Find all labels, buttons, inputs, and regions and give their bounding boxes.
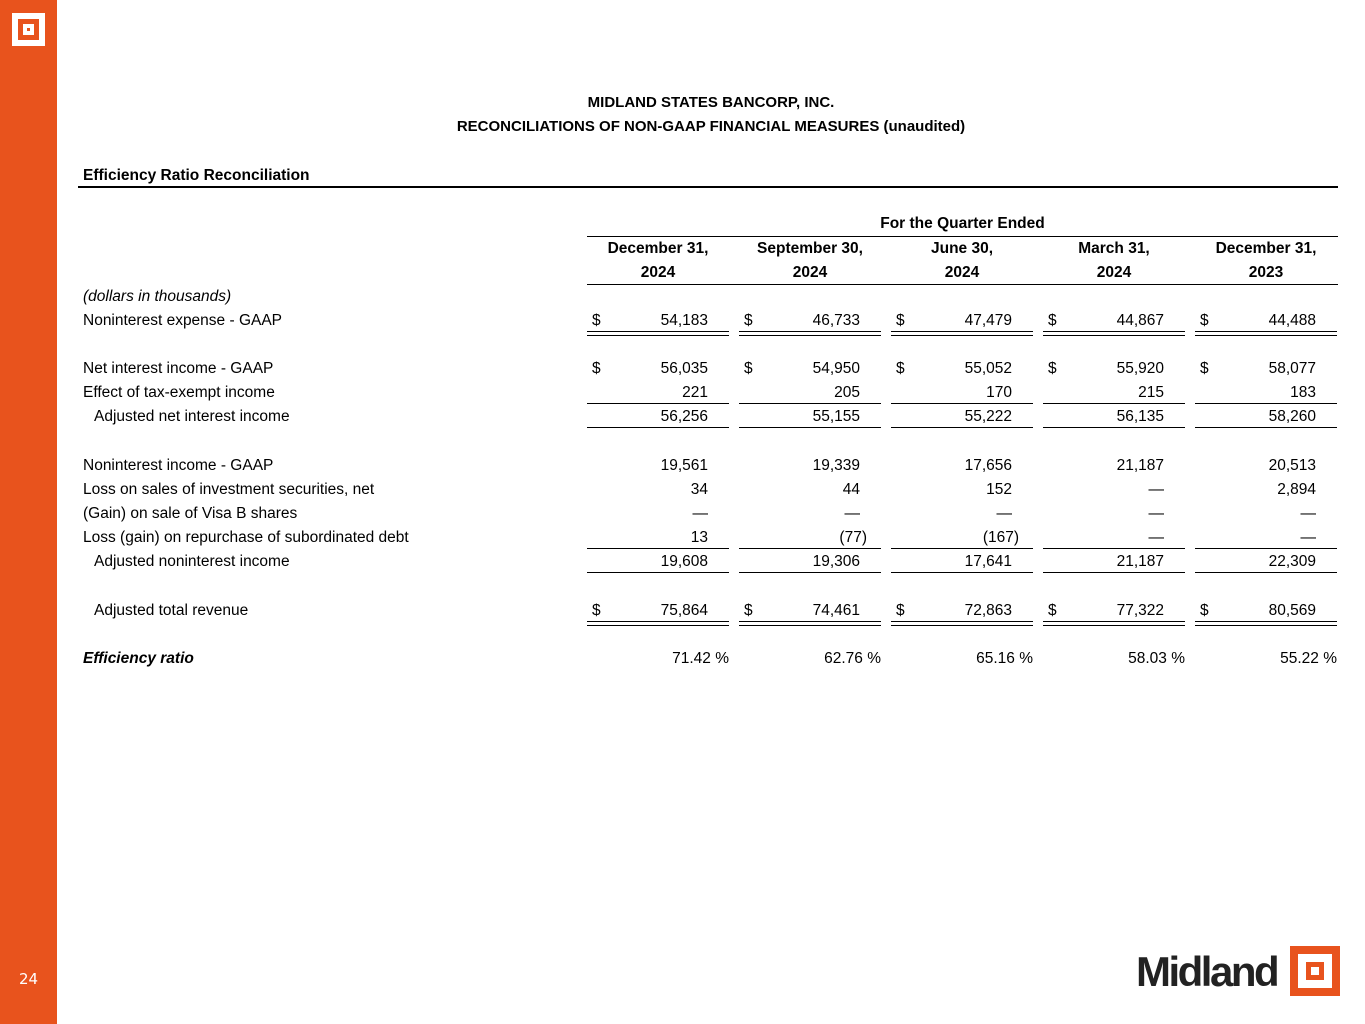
subtotal-underline	[891, 427, 1033, 428]
table-cell: —	[692, 505, 708, 522]
column-header	[1195, 237, 1337, 285]
row-label: Net interest income - GAAP	[83, 360, 274, 377]
table-cell: 55,222	[964, 408, 1012, 425]
midland-logo-icon	[1290, 946, 1340, 996]
dollar-sign: $	[1200, 602, 1209, 619]
dollar-sign: $	[1200, 360, 1209, 377]
table-cell: 17,641	[964, 553, 1012, 570]
total-double-underline	[1195, 621, 1337, 626]
row-label: Loss on sales of investment securities, net	[83, 481, 375, 498]
dollar-sign: $	[1048, 602, 1057, 619]
table-cell: 21,187	[1116, 553, 1164, 570]
subtotal-underline	[1043, 427, 1185, 428]
column-header	[739, 237, 881, 285]
table-cell: 215	[1138, 384, 1164, 401]
table-cell: 221	[682, 384, 708, 401]
total-double-underline	[739, 331, 881, 336]
table-cell: 62.76 %	[824, 650, 881, 667]
dollar-sign: $	[744, 312, 753, 329]
subtotal-underline	[1195, 403, 1337, 404]
total-double-underline	[1195, 331, 1337, 336]
table-cell: 65.16 %	[976, 650, 1033, 667]
subtotal-underline	[587, 548, 729, 549]
table-cell: 58,077	[1268, 360, 1316, 377]
table-cell: 170	[986, 384, 1012, 401]
column-header	[891, 237, 1033, 285]
table-cell: 80,569	[1268, 602, 1316, 619]
dollar-sign: $	[896, 602, 905, 619]
table-cell: 205	[834, 384, 860, 401]
dollar-sign: $	[592, 602, 601, 619]
column-header-date: June 30,	[930, 240, 994, 257]
table-cell: 56,035	[660, 360, 708, 377]
subtotal-underline	[891, 572, 1033, 573]
row-label: (Gain) on sale of Visa B shares	[83, 505, 298, 522]
subtotal-underline	[1043, 548, 1185, 549]
report-title: RECONCILIATIONS OF NON-GAAP FINANCIAL MEASURES (unaudited)	[456, 118, 966, 135]
table-cell: —	[996, 505, 1012, 522]
dollar-sign: $	[1048, 360, 1057, 377]
table-cell: 2,894	[1277, 481, 1316, 498]
subtotal-underline	[1043, 572, 1185, 573]
total-double-underline	[891, 621, 1033, 626]
midland-square-logo-icon	[12, 13, 45, 46]
table-cell: —	[1148, 505, 1164, 522]
dollar-sign: $	[744, 360, 753, 377]
column-header	[1043, 237, 1185, 285]
table-cell: 19,608	[660, 553, 708, 570]
table-cell: 19,561	[660, 457, 708, 474]
table-cell: 44,867	[1116, 312, 1164, 329]
table-cell: 55.22 %	[1280, 650, 1337, 667]
table-cell: 34	[690, 481, 708, 498]
column-header-year: 2023	[1248, 264, 1284, 281]
table-cell: 183	[1290, 384, 1316, 401]
table-cell: —	[844, 505, 860, 522]
table-cell: —	[1300, 529, 1316, 546]
table-cell: 55,920	[1116, 360, 1164, 377]
table-cell: 56,135	[1116, 408, 1164, 425]
column-header-date: December 31,	[1215, 240, 1317, 257]
total-double-underline	[1043, 331, 1185, 336]
units-label: (dollars in thousands)	[83, 288, 232, 305]
table-cell: 19,306	[812, 553, 860, 570]
subtotal-underline	[739, 403, 881, 404]
subtotal-underline	[891, 548, 1033, 549]
table-cell: 74,461	[812, 602, 860, 619]
subtotal-underline	[1195, 427, 1337, 428]
subtotal-underline	[587, 427, 729, 428]
column-header-year: 2024	[1096, 264, 1132, 281]
column-header-date: September 30,	[757, 240, 863, 257]
table-cell: 54,950	[812, 360, 860, 377]
subtotal-underline	[891, 403, 1033, 404]
total-double-underline	[587, 331, 729, 336]
dollar-sign: $	[592, 312, 601, 329]
table-cell: 77,322	[1116, 602, 1164, 619]
table-cell: 54,183	[660, 312, 708, 329]
table-cell: 47,479	[964, 312, 1012, 329]
dollar-sign: $	[1200, 312, 1209, 329]
table-cell: 58,260	[1268, 408, 1316, 425]
for-quarter-header: For the Quarter Ended	[880, 215, 1045, 232]
row-label: Efficiency ratio	[83, 650, 194, 667]
total-double-underline	[1043, 621, 1185, 626]
subtotal-underline	[739, 572, 881, 573]
section-title: Efficiency Ratio Reconciliation	[83, 167, 310, 184]
table-cell: 17,656	[964, 457, 1012, 474]
subtotal-underline	[1195, 572, 1337, 573]
column-header-year: 2024	[792, 264, 828, 281]
left-accent-bar	[0, 0, 57, 1024]
dollar-sign: $	[896, 312, 905, 329]
section-divider	[78, 186, 1338, 188]
table-cell: 58.03 %	[1128, 650, 1185, 667]
table-cell: 22,309	[1268, 553, 1316, 570]
subtotal-underline	[1043, 403, 1185, 404]
table-cell: 44	[842, 481, 860, 498]
table-cell: 56,256	[660, 408, 708, 425]
column-header	[587, 237, 729, 285]
subtotal-underline	[739, 548, 881, 549]
dollar-sign: $	[592, 360, 601, 377]
table-cell: 13	[690, 529, 708, 546]
row-label: Adjusted noninterest income	[94, 553, 290, 570]
table-cell: 75,864	[660, 602, 708, 619]
subtotal-underline	[587, 403, 729, 404]
table-cell: 44,488	[1268, 312, 1316, 329]
total-double-underline	[739, 621, 881, 626]
page-number: 24	[18, 970, 39, 988]
table-cell: 21,187	[1116, 457, 1164, 474]
table-cell: 46,733	[812, 312, 860, 329]
dollar-sign: $	[744, 602, 753, 619]
subtotal-underline	[1195, 548, 1337, 549]
total-double-underline	[891, 331, 1033, 336]
table-cell: 19,339	[812, 457, 860, 474]
subtotal-underline	[739, 427, 881, 428]
table-cell: (167)	[982, 529, 1019, 546]
table-cell: 55,155	[812, 408, 860, 425]
row-label: Adjusted net interest income	[94, 408, 290, 425]
table-cell: —	[1300, 505, 1316, 522]
table-cell: —	[1148, 529, 1164, 546]
dollar-sign: $	[896, 360, 905, 377]
total-double-underline	[587, 621, 729, 626]
midland-wordmark: Midland	[1136, 948, 1278, 995]
table-cell: (77)	[839, 529, 867, 546]
column-header-year: 2024	[640, 264, 676, 281]
column-header-divider	[587, 284, 1338, 285]
table-cell: 20,513	[1268, 457, 1316, 474]
table-cell: 55,052	[964, 360, 1012, 377]
column-header-date: December 31,	[607, 240, 709, 257]
row-label: Adjusted total revenue	[94, 602, 249, 619]
column-header-date: March 31,	[1078, 240, 1150, 257]
subtotal-underline	[587, 572, 729, 573]
row-label: Loss (gain) on repurchase of subordinated debt	[83, 529, 409, 546]
column-header-year: 2024	[944, 264, 980, 281]
table-cell: 152	[986, 481, 1012, 498]
table-cell: 71.42 %	[672, 650, 729, 667]
row-label: Effect of tax-exempt income	[83, 384, 275, 401]
row-label: Noninterest income - GAAP	[83, 457, 274, 474]
row-label: Noninterest expense - GAAP	[83, 312, 283, 329]
table-cell: —	[1148, 481, 1164, 498]
company-title: MIDLAND STATES BANCORP, INC.	[587, 94, 835, 111]
table-cell: 72,863	[964, 602, 1012, 619]
dollar-sign: $	[1048, 312, 1057, 329]
